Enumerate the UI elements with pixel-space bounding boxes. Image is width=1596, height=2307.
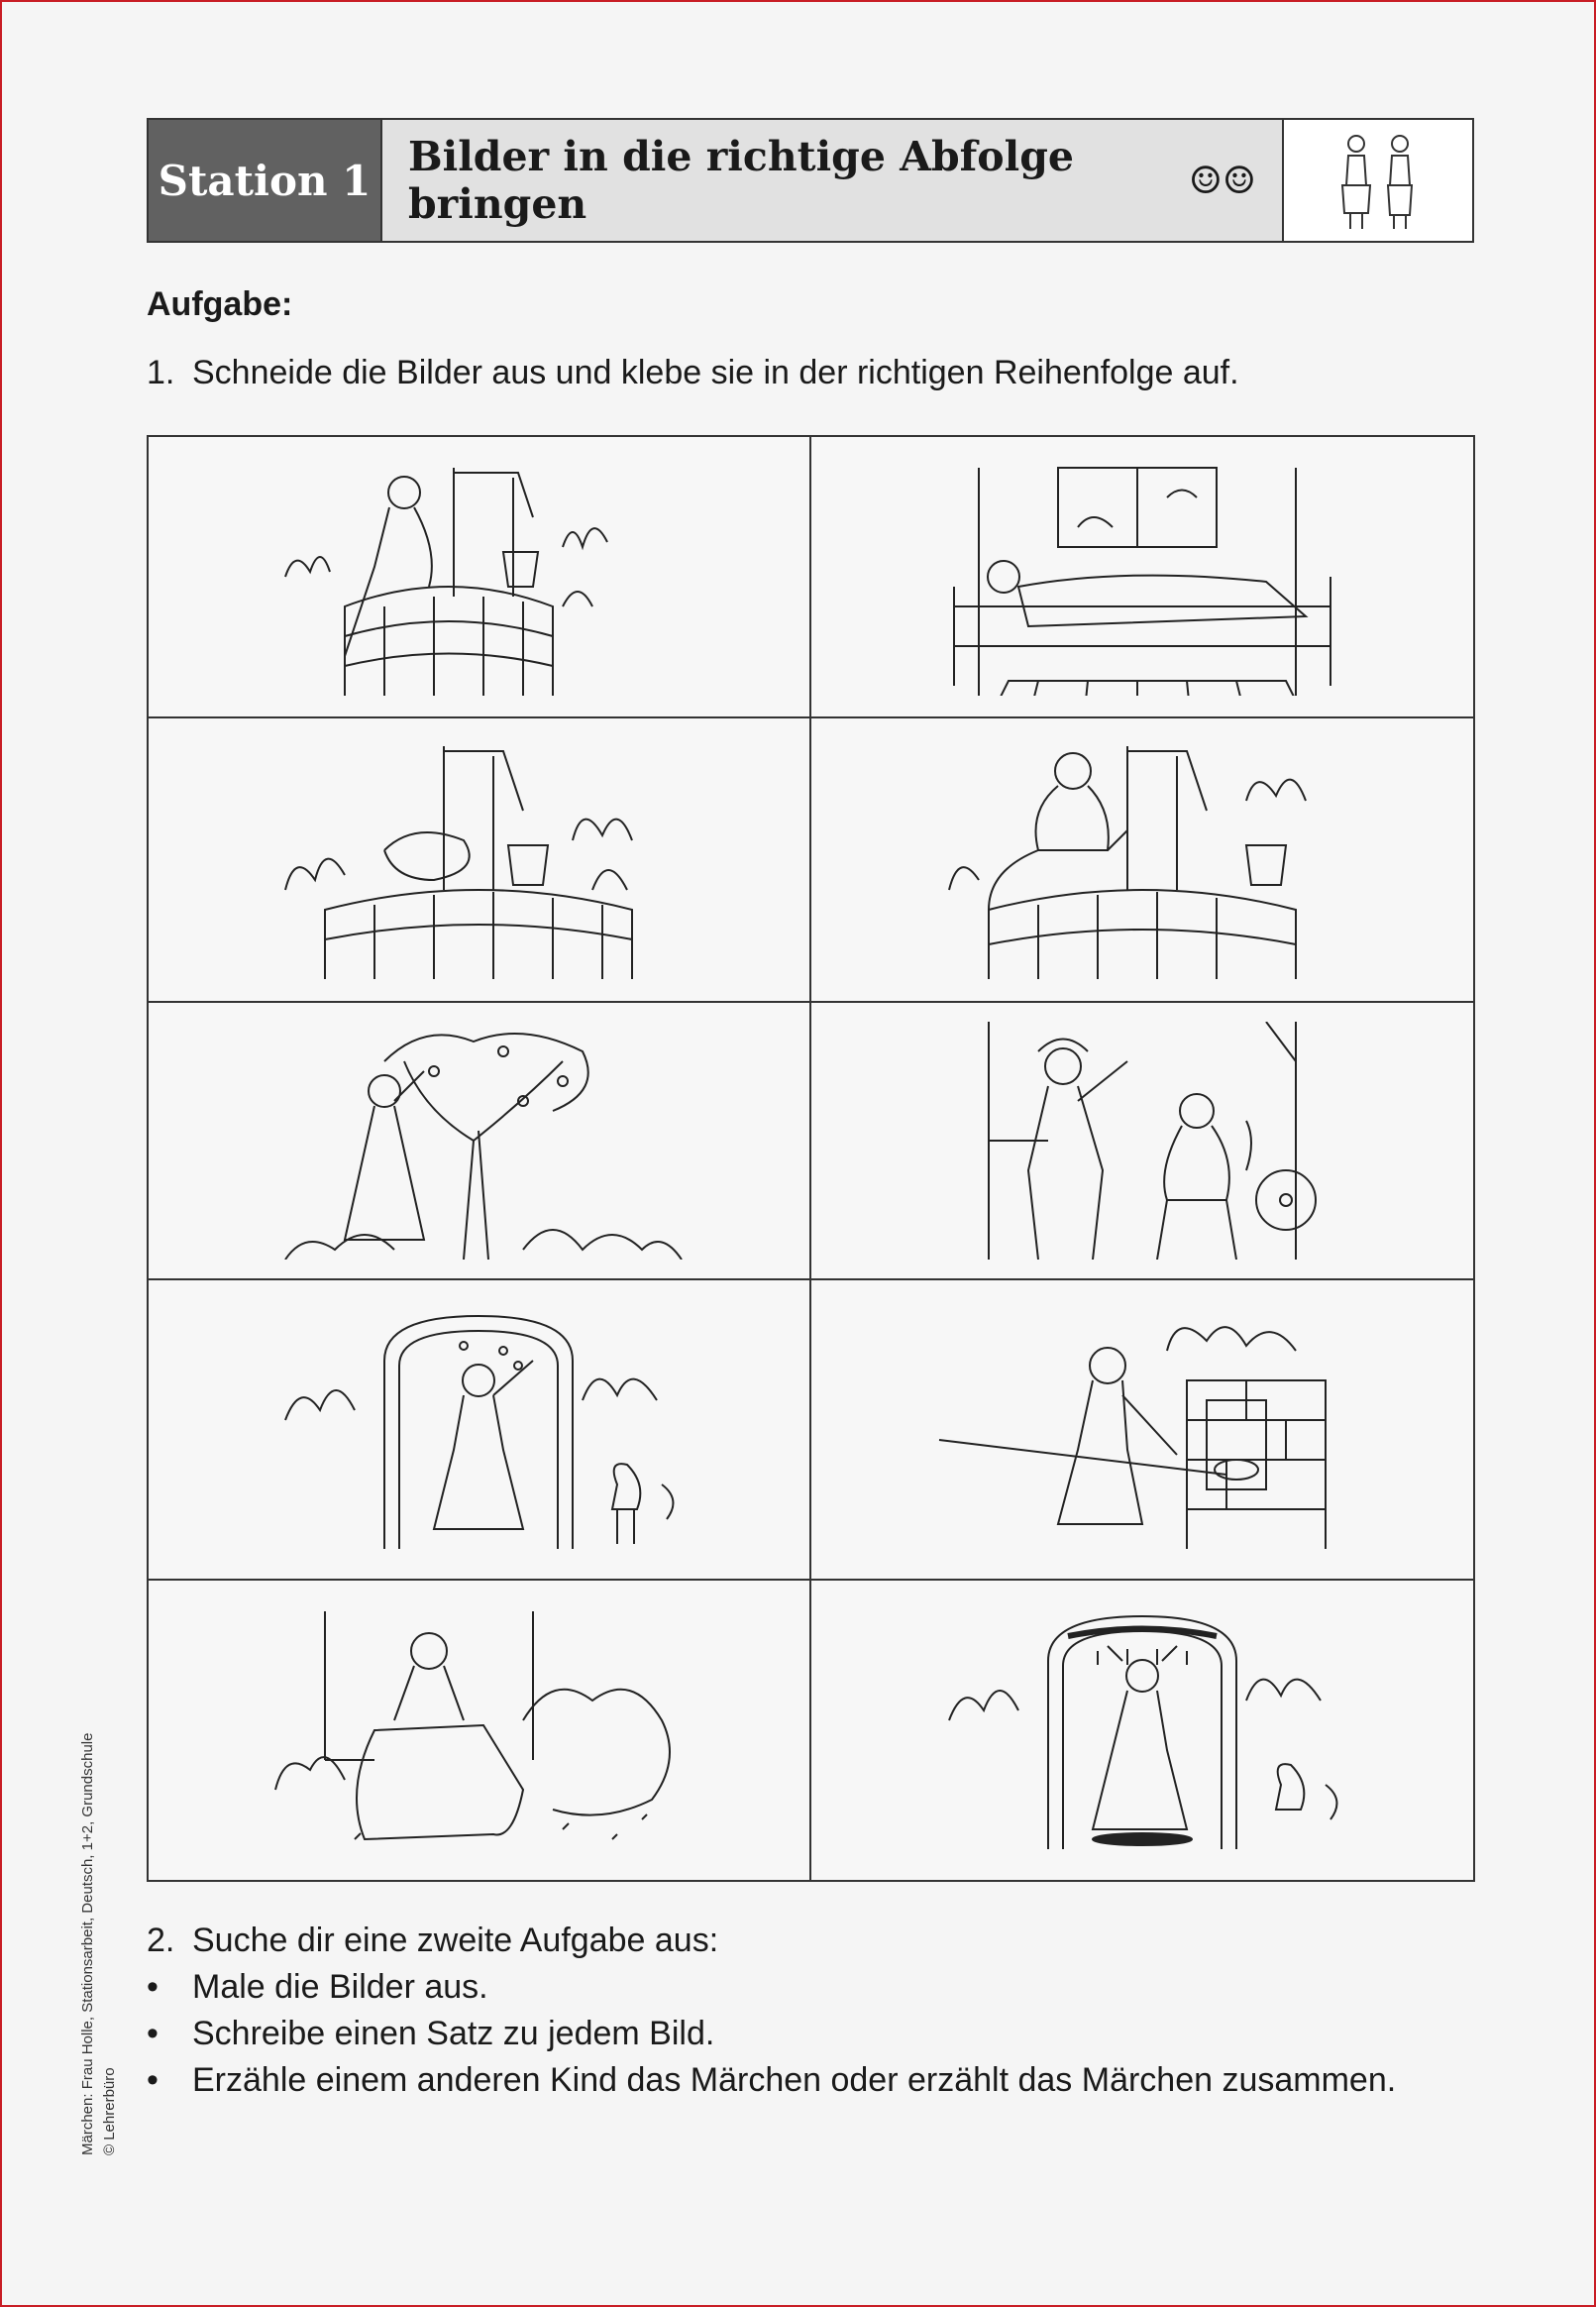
woman-and-girl-spinning-illustration bbox=[929, 1022, 1355, 1260]
title-cell bbox=[382, 120, 1284, 241]
list-item bbox=[147, 2011, 1474, 2057]
worksheet-title: Bilder in die richtige Abfolge bringen bbox=[408, 133, 1074, 228]
girl-baking-bread-illustration bbox=[929, 1311, 1355, 1549]
girl-under-golden-gate-with-rooster-illustration bbox=[266, 1311, 692, 1549]
picture-card[interactable] bbox=[149, 1280, 811, 1581]
girl-picking-apples-illustration bbox=[266, 1022, 692, 1260]
instruction-2-text: Suche dir eine zweite Aufgabe aus: bbox=[192, 1922, 719, 1959]
picture-card[interactable] bbox=[811, 437, 1474, 718]
instruction-1-number: 1. bbox=[147, 354, 175, 391]
bullet: • bbox=[147, 1968, 159, 2006]
instruction-2 bbox=[147, 1918, 1474, 1964]
station-label: Station 1 bbox=[149, 120, 382, 241]
picture-card[interactable] bbox=[149, 1003, 811, 1280]
bullet: • bbox=[147, 2015, 159, 2052]
instruction-1 bbox=[147, 354, 1239, 392]
bullet: • bbox=[147, 2061, 159, 2099]
difficulty-smileys: ☺☺ bbox=[1188, 159, 1256, 202]
picture-card[interactable] bbox=[811, 1280, 1474, 1581]
girl-under-pitch-gate-with-rooster-illustration bbox=[929, 1611, 1355, 1849]
picture-card[interactable] bbox=[811, 718, 1474, 1003]
picture-card[interactable] bbox=[149, 718, 811, 1003]
picture-card[interactable] bbox=[811, 1581, 1474, 1880]
girl-leaning-over-well-illustration bbox=[929, 741, 1355, 979]
side-credit bbox=[77, 1733, 121, 2155]
woman-in-bed-illustration bbox=[929, 458, 1355, 696]
girl-at-well-illustration bbox=[266, 458, 692, 696]
source-credit: Märchen: Frau Holle, Stationsarbeit, Deutsch, 1+2, Grundschule bbox=[79, 1732, 96, 2155]
option-text: Erzähle einem anderen Kind das Märchen oder erzählt das Märchen zusammen. bbox=[192, 2061, 1397, 2099]
option-text: Male die Bilder aus. bbox=[192, 1968, 488, 2006]
option-text: Schreibe einen Satz zu jedem Bild. bbox=[192, 2015, 715, 2052]
instruction-2-number: 2. bbox=[147, 1922, 175, 1959]
girl-shaking-bedding-illustration bbox=[266, 1611, 692, 1849]
copyright-credit: © Lehrerbüro bbox=[101, 2067, 118, 2155]
two-girls-icon bbox=[1284, 120, 1472, 241]
worksheet-header bbox=[147, 118, 1474, 243]
picture-grid bbox=[147, 435, 1475, 1882]
task-label: Aufgabe: bbox=[147, 285, 293, 323]
second-task bbox=[147, 1918, 1474, 2104]
list-item bbox=[147, 2057, 1474, 2104]
list-item bbox=[147, 1964, 1474, 2011]
picture-card[interactable] bbox=[149, 1581, 811, 1880]
well-with-bucket-illustration bbox=[266, 741, 692, 979]
picture-card[interactable] bbox=[811, 1003, 1474, 1280]
instruction-1-text: Schneide die Bilder aus und klebe sie in der richtigen Reihenfolge auf. bbox=[192, 354, 1239, 391]
picture-card[interactable] bbox=[149, 437, 811, 718]
